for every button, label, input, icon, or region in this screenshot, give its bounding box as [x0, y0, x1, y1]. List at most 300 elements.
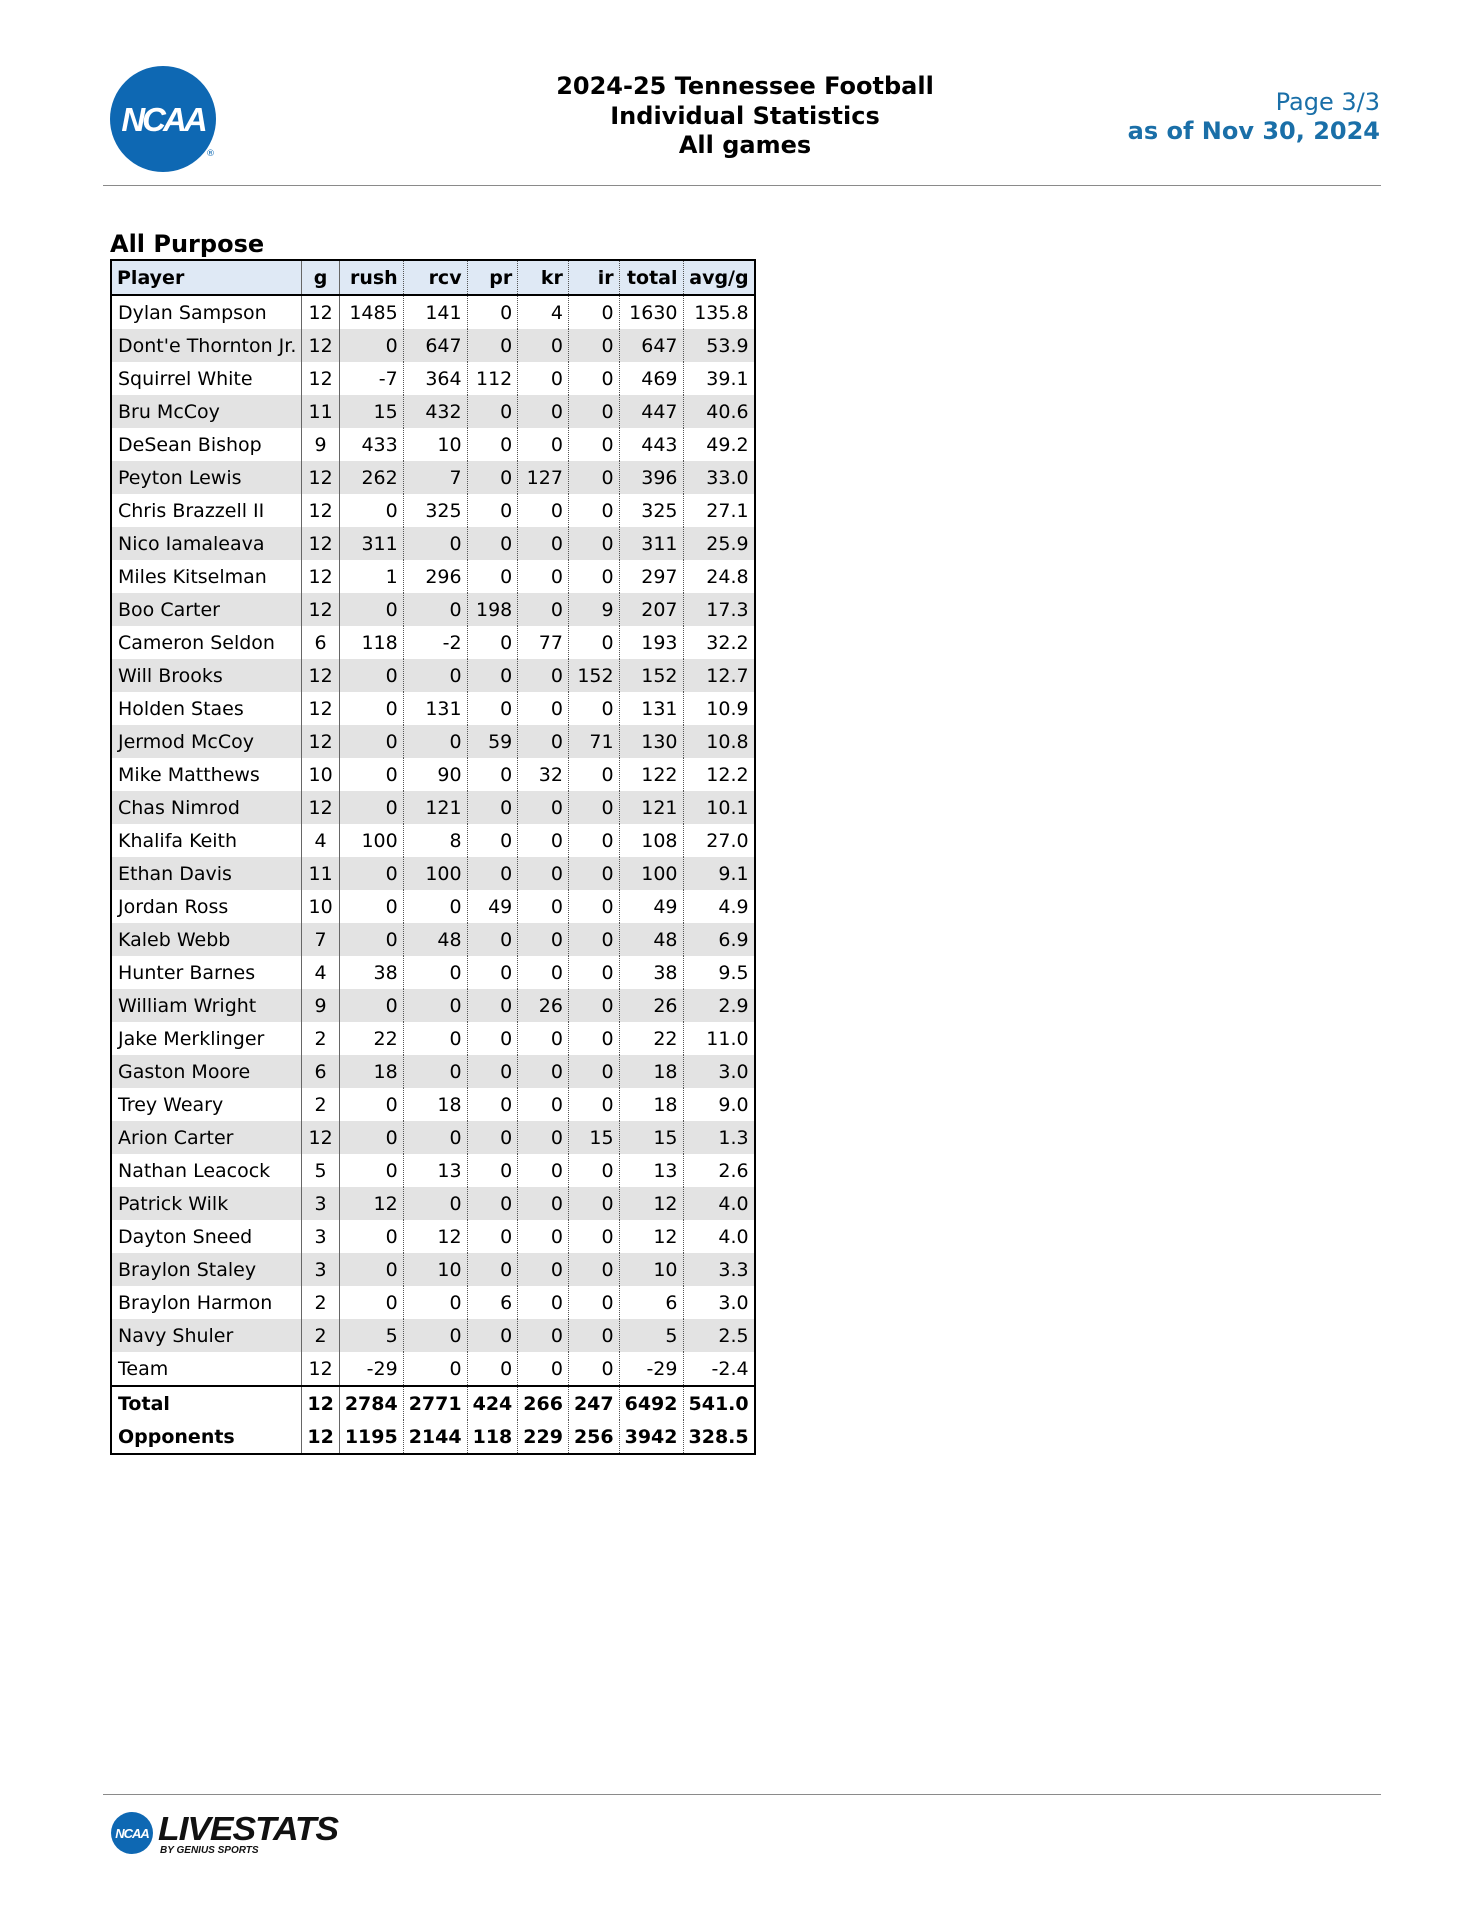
cell-total: 108: [619, 824, 683, 857]
cell-total: 12: [619, 1220, 683, 1253]
cell-rush: 0: [339, 923, 403, 956]
cell-rcv: 10: [403, 1253, 467, 1286]
cell-ir: 0: [568, 1022, 619, 1055]
report-title-line3: All games: [678, 131, 812, 159]
cell-rcv: 0: [403, 593, 467, 626]
cell-rcv: 7: [403, 461, 467, 494]
cell-total: 6492: [619, 1386, 683, 1420]
cell-pr: 0: [467, 1253, 518, 1286]
cell-avg-per-game: 6.9: [683, 923, 755, 956]
livestats-logo: [110, 1808, 340, 1858]
column-header-ir: ir: [568, 260, 619, 295]
cell-pr: 0: [467, 494, 518, 527]
cell-ir: 0: [568, 1253, 619, 1286]
cell-kr: 0: [518, 428, 569, 461]
cell-rcv: 12: [403, 1220, 467, 1253]
cell-avg-per-game: 541.0: [683, 1386, 755, 1420]
cell-ir: 0: [568, 395, 619, 428]
ncaa-logo-text: NCAA: [121, 101, 205, 138]
cell-kr: 0: [518, 1154, 569, 1187]
cell-rush: 0: [339, 725, 403, 758]
cell-rush: 0: [339, 692, 403, 725]
cell-kr: 0: [518, 329, 569, 362]
cell-ir: 0: [568, 362, 619, 395]
table-row: [111, 428, 755, 461]
cell-rcv: 13: [403, 1154, 467, 1187]
cell-rcv: 0: [403, 989, 467, 1022]
cell-kr: 0: [518, 1220, 569, 1253]
cell-avg-per-game: 4.0: [683, 1220, 755, 1253]
cell-ir: 0: [568, 1154, 619, 1187]
cell-kr: 0: [518, 362, 569, 395]
cell-rcv: 0: [403, 1352, 467, 1386]
cell-kr: 0: [518, 1055, 569, 1088]
cell-pr: 0: [467, 923, 518, 956]
cell-rcv: 296: [403, 560, 467, 593]
cell-pr: 0: [467, 758, 518, 791]
cell-rcv: 0: [403, 527, 467, 560]
cell-rush: 38: [339, 956, 403, 989]
cell-pr: 0: [467, 1154, 518, 1187]
cell-rcv: 0: [403, 1187, 467, 1220]
cell-g: 9: [302, 989, 339, 1022]
cell-pr: 0: [467, 1121, 518, 1154]
cell-g: 12: [302, 1352, 339, 1386]
cell-rcv: 18: [403, 1088, 467, 1121]
cell-g: 12: [302, 560, 339, 593]
cell-g: 9: [302, 428, 339, 461]
table-row: [111, 593, 755, 626]
cell-pr: 0: [467, 692, 518, 725]
cell-rush: 0: [339, 1220, 403, 1253]
column-header-rcv: rcv: [403, 260, 467, 295]
cell-avg-per-game: 2.6: [683, 1154, 755, 1187]
report-title-line1: 2024-25 Tennessee Football: [556, 72, 934, 100]
cell-rush: -29: [339, 1352, 403, 1386]
footer-divider: [103, 1794, 1381, 1795]
cell-ir: 0: [568, 890, 619, 923]
cell-pr: 0: [467, 1319, 518, 1352]
cell-kr: 0: [518, 725, 569, 758]
cell-avg-per-game: 32.2: [683, 626, 755, 659]
cell-avg-per-game: 9.1: [683, 857, 755, 890]
cell-rcv: 2771: [403, 1386, 467, 1420]
cell-rush: 22: [339, 1022, 403, 1055]
cell-total: 131: [619, 692, 683, 725]
cell-player: Bru McCoy: [111, 395, 302, 428]
cell-player: Hunter Barnes: [111, 956, 302, 989]
cell-player: Braylon Harmon: [111, 1286, 302, 1319]
cell-rush: 262: [339, 461, 403, 494]
cell-rush: 0: [339, 659, 403, 692]
cell-player: Chas Nimrod: [111, 791, 302, 824]
section-title: All Purpose: [110, 230, 265, 258]
cell-pr: 0: [467, 989, 518, 1022]
table-row: [111, 989, 755, 1022]
cell-total: 122: [619, 758, 683, 791]
opponents-row: [111, 1420, 755, 1454]
cell-kr: 229: [518, 1420, 569, 1454]
cell-rcv: 0: [403, 890, 467, 923]
cell-avg-per-game: 10.8: [683, 725, 755, 758]
cell-g: 5: [302, 1154, 339, 1187]
cell-ir: 0: [568, 527, 619, 560]
cell-pr: 0: [467, 461, 518, 494]
table-row: [111, 1022, 755, 1055]
cell-avg-per-game: 10.9: [683, 692, 755, 725]
cell-avg-per-game: 3.0: [683, 1055, 755, 1088]
cell-ir: 0: [568, 758, 619, 791]
cell-avg-per-game: 4.0: [683, 1187, 755, 1220]
cell-ir: 0: [568, 989, 619, 1022]
cell-ir: 0: [568, 1319, 619, 1352]
cell-g: 10: [302, 758, 339, 791]
table-row: [111, 791, 755, 824]
cell-player: Mike Matthews: [111, 758, 302, 791]
cell-g: 12: [302, 295, 339, 329]
cell-total: 15: [619, 1121, 683, 1154]
cell-kr: 77: [518, 626, 569, 659]
cell-total: 152: [619, 659, 683, 692]
cell-total: 121: [619, 791, 683, 824]
cell-ir: 0: [568, 295, 619, 329]
cell-kr: 0: [518, 824, 569, 857]
cell-pr: 0: [467, 857, 518, 890]
cell-rcv: 432: [403, 395, 467, 428]
cell-rush: 0: [339, 791, 403, 824]
cell-ir: 0: [568, 1352, 619, 1386]
cell-avg-per-game: 12.7: [683, 659, 755, 692]
table-header-row: [111, 260, 755, 295]
cell-kr: 266: [518, 1386, 569, 1420]
cell-player: Miles Kitselman: [111, 560, 302, 593]
table-row: [111, 560, 755, 593]
cell-avg-per-game: 11.0: [683, 1022, 755, 1055]
cell-pr: 49: [467, 890, 518, 923]
cell-pr: 0: [467, 1187, 518, 1220]
table-row: [111, 956, 755, 989]
cell-ir: 0: [568, 461, 619, 494]
table-row: [111, 527, 755, 560]
cell-kr: 0: [518, 692, 569, 725]
cell-avg-per-game: 4.9: [683, 890, 755, 923]
cell-avg-per-game: 53.9: [683, 329, 755, 362]
cell-avg-per-game: 9.5: [683, 956, 755, 989]
cell-rcv: 0: [403, 956, 467, 989]
ncaa-logo: [109, 64, 219, 174]
cell-player: Patrick Wilk: [111, 1187, 302, 1220]
cell-ir: 0: [568, 329, 619, 362]
cell-rush: 118: [339, 626, 403, 659]
cell-avg-per-game: 27.1: [683, 494, 755, 527]
cell-rcv: 141: [403, 295, 467, 329]
cell-g: 12: [302, 593, 339, 626]
table-row: [111, 659, 755, 692]
column-header-g: g: [302, 260, 339, 295]
cell-kr: 32: [518, 758, 569, 791]
cell-rcv: 325: [403, 494, 467, 527]
cell-player: William Wright: [111, 989, 302, 1022]
table-row: [111, 1121, 755, 1154]
cell-player: Jermod McCoy: [111, 725, 302, 758]
cell-kr: 0: [518, 923, 569, 956]
cell-rcv: 0: [403, 659, 467, 692]
cell-rcv: 131: [403, 692, 467, 725]
cell-total: 49: [619, 890, 683, 923]
cell-pr: 0: [467, 527, 518, 560]
cell-player: Nico Iamaleava: [111, 527, 302, 560]
cell-rush: 12: [339, 1187, 403, 1220]
cell-player: Braylon Staley: [111, 1253, 302, 1286]
cell-rush: 5: [339, 1319, 403, 1352]
cell-player: Holden Staes: [111, 692, 302, 725]
cell-rcv: 2144: [403, 1420, 467, 1454]
cell-total: 325: [619, 494, 683, 527]
cell-rcv: 647: [403, 329, 467, 362]
cell-rush: 0: [339, 1088, 403, 1121]
cell-ir: 9: [568, 593, 619, 626]
cell-kr: 127: [518, 461, 569, 494]
cell-rcv: 0: [403, 1022, 467, 1055]
cell-player: Boo Carter: [111, 593, 302, 626]
cell-player: Dont'e Thornton Jr.: [111, 329, 302, 362]
cell-rcv: 48: [403, 923, 467, 956]
cell-player: Chris Brazzell II: [111, 494, 302, 527]
cell-ir: 0: [568, 956, 619, 989]
cell-rush: 100: [339, 824, 403, 857]
cell-pr: 0: [467, 295, 518, 329]
svg-text:®: ®: [206, 149, 215, 159]
table-row: [111, 494, 755, 527]
cell-rcv: 90: [403, 758, 467, 791]
cell-total: 18: [619, 1088, 683, 1121]
cell-ir: 15: [568, 1121, 619, 1154]
cell-g: 2: [302, 1088, 339, 1121]
cell-total: 396: [619, 461, 683, 494]
cell-avg-per-game: 39.1: [683, 362, 755, 395]
table-row: [111, 692, 755, 725]
page-number: Page 3/3: [1275, 88, 1380, 116]
column-header-avg-per-game: avg/g: [683, 260, 755, 295]
cell-rush: 0: [339, 1154, 403, 1187]
cell-total: 26: [619, 989, 683, 1022]
cell-g: 7: [302, 923, 339, 956]
cell-ir: 71: [568, 725, 619, 758]
cell-ir: 0: [568, 857, 619, 890]
cell-avg-per-game: 40.6: [683, 395, 755, 428]
cell-rush: 0: [339, 1121, 403, 1154]
cell-kr: 0: [518, 1088, 569, 1121]
cell-pr: 0: [467, 560, 518, 593]
cell-rush: 18: [339, 1055, 403, 1088]
cell-pr: 0: [467, 626, 518, 659]
cell-rush: 15: [339, 395, 403, 428]
cell-pr: 0: [467, 1055, 518, 1088]
cell-rcv: 0: [403, 1319, 467, 1352]
cell-rcv: 0: [403, 1055, 467, 1088]
report-title: [450, 72, 1040, 161]
cell-pr: 0: [467, 1022, 518, 1055]
cell-total: 130: [619, 725, 683, 758]
column-header-kr: kr: [518, 260, 569, 295]
cell-g: 12: [302, 461, 339, 494]
livestats-sub-text: BY GENIUS SPORTS: [160, 1845, 259, 1856]
cell-avg-per-game: 1.3: [683, 1121, 755, 1154]
cell-kr: 0: [518, 1022, 569, 1055]
cell-ir: 0: [568, 494, 619, 527]
cell-rcv: 8: [403, 824, 467, 857]
cell-kr: 0: [518, 1121, 569, 1154]
cell-player: Arion Carter: [111, 1121, 302, 1154]
cell-pr: 0: [467, 1352, 518, 1386]
cell-g: 12: [302, 1420, 339, 1454]
table-row: [111, 395, 755, 428]
cell-rush: 0: [339, 890, 403, 923]
cell-ir: 0: [568, 560, 619, 593]
table-row: [111, 1220, 755, 1253]
cell-total: 6: [619, 1286, 683, 1319]
cell-player: Dylan Sampson: [111, 295, 302, 329]
cell-rcv: 121: [403, 791, 467, 824]
cell-total: 469: [619, 362, 683, 395]
cell-player: Opponents: [111, 1420, 302, 1454]
cell-g: 12: [302, 725, 339, 758]
cell-total: 297: [619, 560, 683, 593]
cell-ir: 0: [568, 1055, 619, 1088]
cell-pr: 6: [467, 1286, 518, 1319]
cell-g: 12: [302, 362, 339, 395]
cell-kr: 0: [518, 1187, 569, 1220]
cell-avg-per-game: 2.5: [683, 1319, 755, 1352]
cell-pr: 59: [467, 725, 518, 758]
cell-player: Ethan Davis: [111, 857, 302, 890]
cell-rush: 1195: [339, 1420, 403, 1454]
as-of-date: as of Nov 30, 2024: [1127, 117, 1380, 145]
cell-g: 4: [302, 956, 339, 989]
cell-rush: 0: [339, 1253, 403, 1286]
cell-rcv: 100: [403, 857, 467, 890]
table-row: [111, 890, 755, 923]
table-row: [111, 329, 755, 362]
cell-pr: 0: [467, 1220, 518, 1253]
cell-kr: 0: [518, 1352, 569, 1386]
cell-pr: 198: [467, 593, 518, 626]
cell-total: 311: [619, 527, 683, 560]
cell-kr: 0: [518, 593, 569, 626]
cell-player: Cameron Seldon: [111, 626, 302, 659]
cell-total: 18: [619, 1055, 683, 1088]
table-row: [111, 1154, 755, 1187]
cell-g: 11: [302, 395, 339, 428]
cell-ir: 0: [568, 692, 619, 725]
cell-kr: 0: [518, 791, 569, 824]
cell-avg-per-game: 2.9: [683, 989, 755, 1022]
table-row: [111, 857, 755, 890]
cell-total: 207: [619, 593, 683, 626]
cell-rcv: 0: [403, 725, 467, 758]
cell-rcv: 364: [403, 362, 467, 395]
cell-pr: 112: [467, 362, 518, 395]
cell-g: 6: [302, 1055, 339, 1088]
cell-kr: 0: [518, 527, 569, 560]
cell-pr: 0: [467, 824, 518, 857]
cell-g: 2: [302, 1022, 339, 1055]
cell-pr: 0: [467, 329, 518, 362]
cell-rush: 0: [339, 329, 403, 362]
cell-total: 5: [619, 1319, 683, 1352]
cell-total: 443: [619, 428, 683, 461]
cell-rush: 0: [339, 593, 403, 626]
cell-pr: 118: [467, 1420, 518, 1454]
table-row: [111, 758, 755, 791]
total-row: [111, 1386, 755, 1420]
cell-g: 6: [302, 626, 339, 659]
cell-ir: 0: [568, 1220, 619, 1253]
cell-total: 1630: [619, 295, 683, 329]
table-row: [111, 1088, 755, 1121]
cell-rush: -7: [339, 362, 403, 395]
cell-avg-per-game: 3.0: [683, 1286, 755, 1319]
cell-ir: 152: [568, 659, 619, 692]
cell-pr: 0: [467, 428, 518, 461]
cell-pr: 424: [467, 1386, 518, 1420]
cell-kr: 0: [518, 1253, 569, 1286]
cell-rcv: -2: [403, 626, 467, 659]
cell-avg-per-game: 33.0: [683, 461, 755, 494]
cell-rush: 1485: [339, 295, 403, 329]
cell-total: 38: [619, 956, 683, 989]
cell-player: Nathan Leacock: [111, 1154, 302, 1187]
cell-g: 3: [302, 1253, 339, 1286]
cell-kr: 0: [518, 857, 569, 890]
cell-g: 11: [302, 857, 339, 890]
report-title-line2: Individual Statistics: [610, 101, 880, 130]
table-row: [111, 824, 755, 857]
cell-g: 12: [302, 329, 339, 362]
cell-pr: 0: [467, 659, 518, 692]
cell-rush: 433: [339, 428, 403, 461]
cell-rush: 311: [339, 527, 403, 560]
cell-rush: 0: [339, 857, 403, 890]
cell-ir: 0: [568, 923, 619, 956]
cell-avg-per-game: 328.5: [683, 1420, 755, 1454]
table-row: [111, 626, 755, 659]
cell-player: Gaston Moore: [111, 1055, 302, 1088]
cell-avg-per-game: 17.3: [683, 593, 755, 626]
cell-avg-per-game: 10.1: [683, 791, 755, 824]
cell-avg-per-game: 27.0: [683, 824, 755, 857]
cell-ir: 0: [568, 824, 619, 857]
cell-total: 12: [619, 1187, 683, 1220]
cell-kr: 0: [518, 560, 569, 593]
page-info: [1128, 88, 1380, 146]
cell-player: Peyton Lewis: [111, 461, 302, 494]
cell-g: 3: [302, 1187, 339, 1220]
cell-pr: 0: [467, 395, 518, 428]
table-row: [111, 461, 755, 494]
cell-pr: 0: [467, 956, 518, 989]
cell-rush: 1: [339, 560, 403, 593]
cell-player: Khalifa Keith: [111, 824, 302, 857]
cell-player: Will Brooks: [111, 659, 302, 692]
cell-avg-per-game: 9.0: [683, 1088, 755, 1121]
cell-g: 12: [302, 494, 339, 527]
cell-ir: 0: [568, 791, 619, 824]
table-row: [111, 1352, 755, 1386]
cell-rush: 0: [339, 1286, 403, 1319]
cell-kr: 26: [518, 989, 569, 1022]
table-row: [111, 362, 755, 395]
